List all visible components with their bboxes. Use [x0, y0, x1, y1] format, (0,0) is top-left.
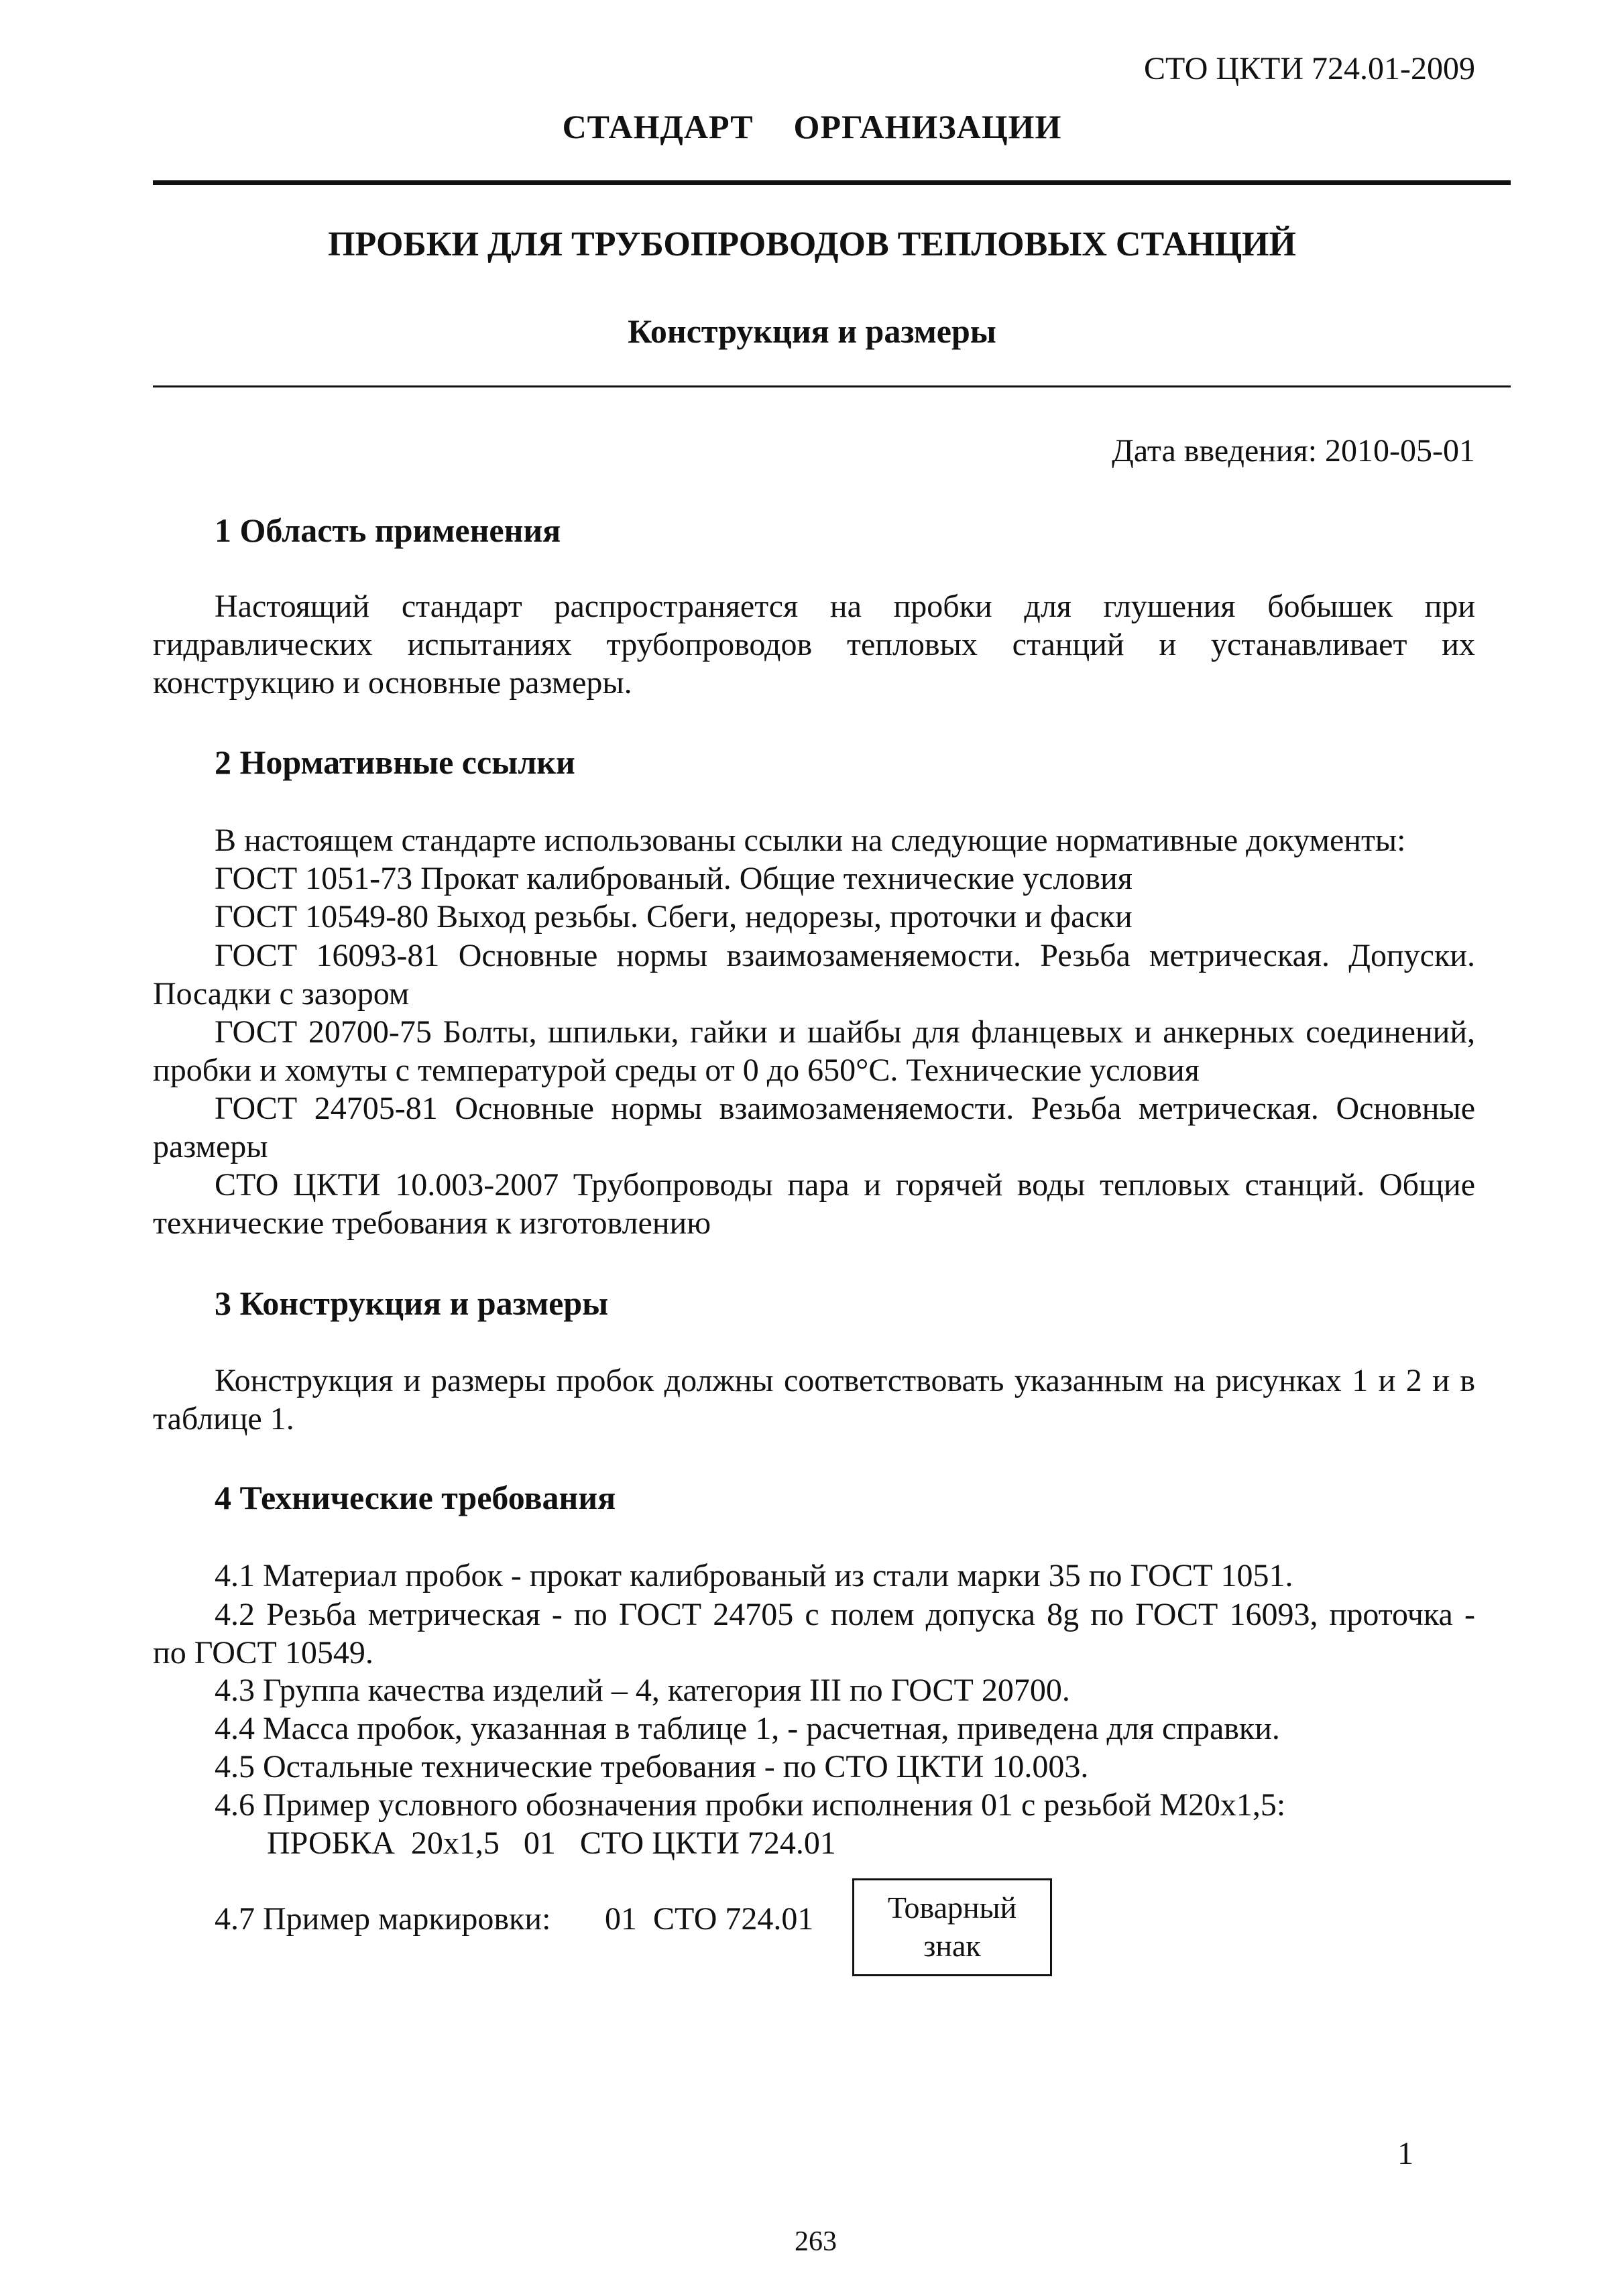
document-title: ПРОБКИ ДЛЯ ТРУБОПРОВОДОВ ТЕПЛОВЫХ СТАНЦИЙ — [328, 225, 1296, 263]
section-4-heading: 4 Технические требования — [215, 1479, 616, 1516]
reference-gost-16093-line1: ГОСТ 16093-81 Основные нормы взаимозаменяемости. Резьба метрическая. Допуски. — [215, 938, 1475, 973]
title-rule — [153, 385, 1511, 387]
section-3-text: Конструкция и размеры пробок должны соответствовать указанным на рисунках 1 и 2 и в таблице 1. — [153, 1363, 1475, 1437]
reference-gost-1051: ГОСТ 1051-73 Прокат калиброваный. Общие технические условия — [215, 861, 1133, 896]
section-2-intro: В настоящем стандарте использованы ссылки на следующие нормативные документы: — [215, 823, 1406, 858]
requirement-4-3: 4.3 Группа качества изделий – 4, категория III по ГОСТ 20700. — [215, 1673, 1070, 1708]
document-subtitle: Конструкция и размеры — [628, 312, 996, 350]
requirement-4-6: 4.6 Пример условного обозначения пробки исполнения 01 с резьбой М20х1,5: — [215, 1787, 1286, 1823]
reference-gost-24705-line1: ГОСТ 24705-81 Основные нормы взаимозаменяемости. Резьба метрическая. Основные — [215, 1091, 1475, 1126]
document-number: СТО ЦКТИ 724.01-2009 — [1143, 51, 1475, 86]
reference-gost-24705-line2: размеры — [153, 1129, 268, 1164]
requirement-4-2-line1: 4.2 Резьба метрическая - по ГОСТ 24705 с полем допуска 8g по ГОСТ 16093, проточка - — [215, 1597, 1475, 1632]
requirement-4-4: 4.4 Масса пробок, указанная в таблице 1, - расчетная, приведена для справки. — [215, 1711, 1280, 1746]
section-2-heading: 2 Нормативные ссылки — [215, 743, 575, 781]
requirement-4-2 — [153, 1595, 1475, 1672]
standard-word: СТАНДАРТ — [562, 108, 754, 145]
requirement-4-5: 4.5 Остальные технические требования - по СТО ЦКТИ 10.003. — [215, 1749, 1089, 1785]
header-rule — [153, 180, 1511, 185]
designation-example: ПРОБКА 20х1,5 01 СТО ЦКТИ 724.01 — [267, 1825, 836, 1861]
reference-gost-20700-line2: пробки и хомуты с температурой среды от 0 до 650°С. Технические условия — [153, 1052, 1200, 1088]
introduction-date: Дата введения: 2010-05-01 — [1112, 433, 1475, 469]
reference-gost-16093 — [153, 936, 1475, 1013]
organization-word: ОРГАНИЗАЦИИ — [793, 108, 1062, 145]
standard-header — [0, 107, 1624, 146]
marking-example: 01 СТО 724.01 — [605, 1901, 814, 1937]
requirement-4-1: 4.1 Материал пробок - прокат калиброваный из стали марки 35 по ГОСТ 1051. — [215, 1558, 1293, 1593]
reference-sto-ckti-10003 — [153, 1166, 1475, 1242]
requirement-4-7-label: 4.7 Пример маркировки: — [215, 1901, 551, 1937]
page-number: 1 — [1397, 2136, 1413, 2171]
reference-gost-24705 — [153, 1089, 1475, 1166]
section-3-heading: 3 Конструкция и размеры — [215, 1284, 609, 1322]
section-1-text: Настоящий стандарт распространяется на пробки для глушения бобышек при гидравлических испытаниях трубопроводов тепловых станций и устанавливает их конструкцию и основные размеры. — [153, 589, 1475, 701]
reference-sto-ckti-10003-line1: СТО ЦКТИ 10.003-2007 Трубопроводы пара и горячей воды тепловых станций. Общие — [215, 1167, 1475, 1203]
trademark-line-2: знак — [923, 1929, 981, 1963]
reference-gost-20700 — [153, 1013, 1475, 1089]
reference-gost-20700-line1: ГОСТ 20700-75 Болты, шпильки, гайки и шайбы для фланцевых и анкерных соединений, — [215, 1014, 1475, 1050]
reference-gost-16093-line2: Посадки с зазором — [153, 976, 410, 1012]
requirement-4-2-line2: по ГОСТ 10549. — [153, 1635, 373, 1671]
reference-gost-10549: ГОСТ 10549-80 Выход резьбы. Сбеги, недорезы, проточки и фаски — [215, 899, 1133, 934]
folio-number: 263 — [795, 2226, 837, 2257]
trademark-box — [852, 1878, 1052, 1976]
trademark-line-1: Товарный — [887, 1890, 1017, 1925]
section-1-heading: 1 Область применения — [215, 511, 561, 549]
reference-sto-ckti-10003-line2: технические требования к изготовлению — [153, 1205, 711, 1241]
